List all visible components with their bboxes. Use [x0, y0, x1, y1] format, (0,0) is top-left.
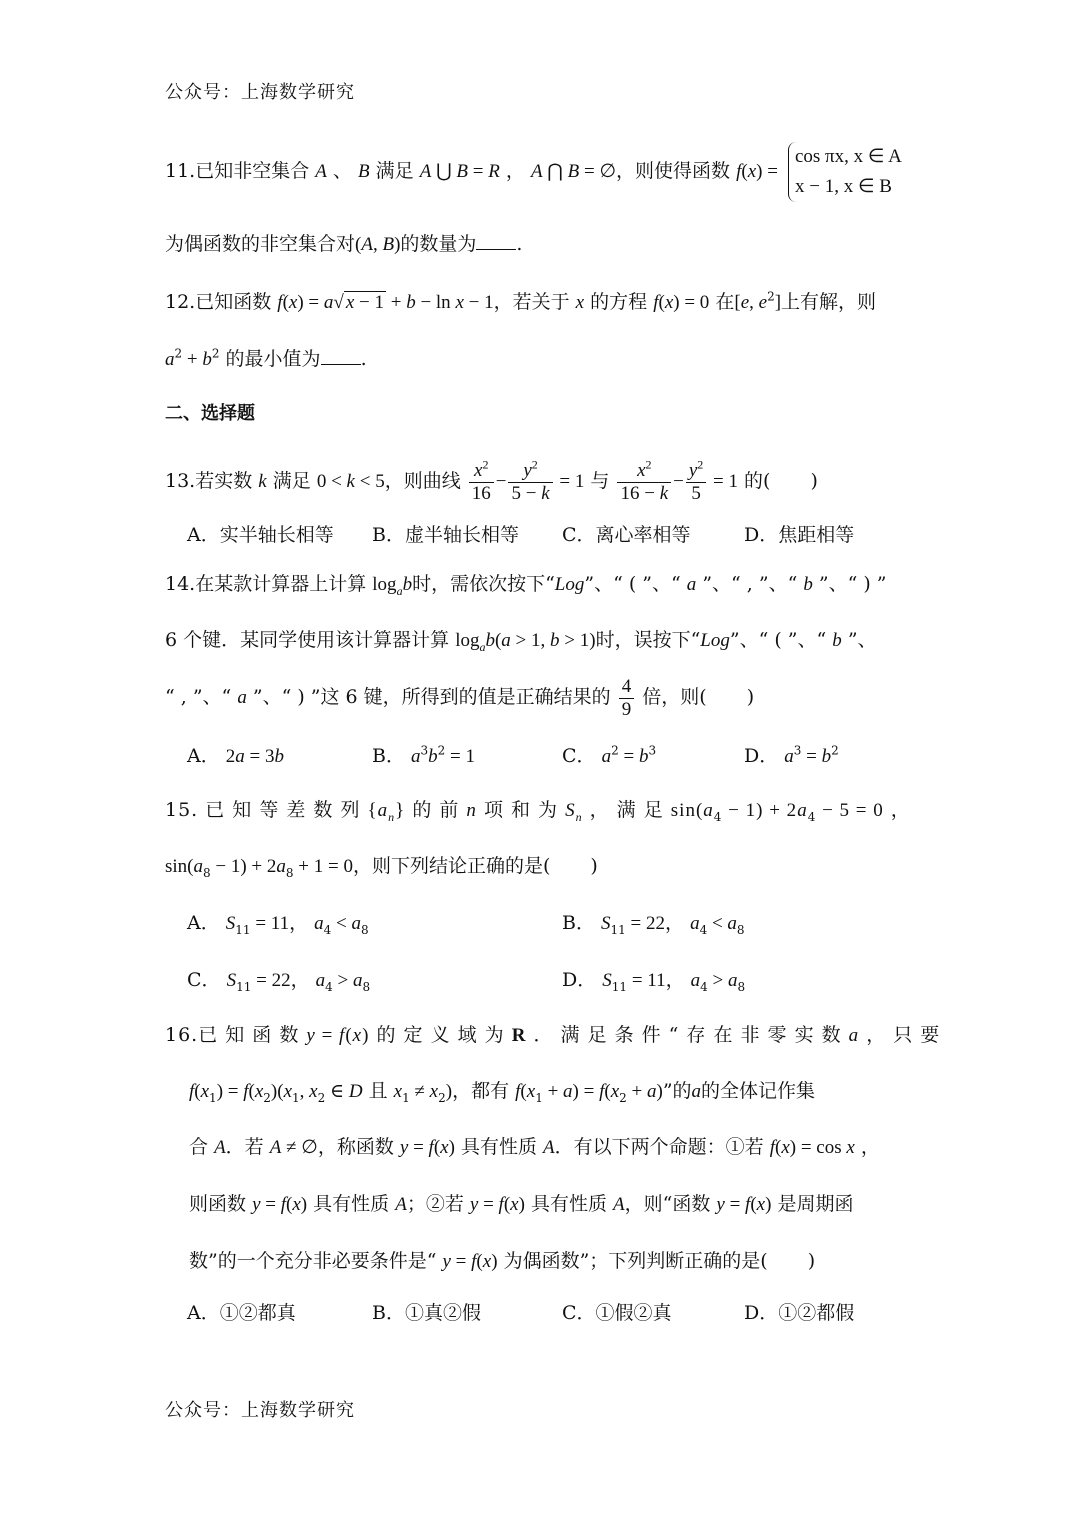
q16-line2: $f(x_1) = f(x_2)(x_1$, $x_2$ ∈ D 且 $x_1 \ne x_2$)，都有 $f(x_1 + a) = f(x_2 + a)$”的a的全体记作集 [189, 1080, 816, 1105]
q16-number: 16. [165, 1024, 199, 1046]
q14-line2: 6 个键．某同学使用该计算器计算 $\log_ab(a > 1$, b > 1)时，误按下“Log”、“ ( ”、“ b ”、 [165, 629, 877, 654]
q16-text: 已 知 函 数 [198, 1024, 300, 1046]
section-title: 二、选择题 [165, 403, 255, 424]
q12-text: 上有解，则 [781, 291, 877, 313]
q11-line2: 为偶函数的非空集合对(A, B)的数量为 . [165, 233, 523, 255]
q16-text: ，则“函数 [624, 1193, 711, 1215]
q13-text: 与 [590, 470, 610, 492]
q16-line1: 16.已 知 函 数 y = f(x) 的 定 义 域 为 R ． 满 足 条 件 “ 存 在 非 零 实 数 a ， 只 要 [165, 1024, 941, 1046]
q15-number: 15. [165, 799, 199, 821]
q14-frac-den: 9 [621, 698, 632, 720]
q12-line1: 12.已知函数 f(x) = a√ x − 1 + b − ln x − 1，若关于 x 的方程 f(x) = 0 在[e, $e^2$]上有解，则 [165, 289, 877, 313]
q14-text: 在某款计算器上计算 [195, 573, 367, 595]
q15-option-a-label: A． [187, 912, 220, 934]
q13-option-c[interactable]: C．离心率相等 [562, 524, 691, 546]
q13-text: 若实数 [195, 470, 253, 492]
q14-option-b-label: B． [372, 745, 405, 767]
q12-end: . [360, 348, 367, 370]
q15-option-d-label: D． [562, 969, 597, 991]
q15-text: ，则下列结论正确的是( [352, 855, 551, 877]
q11-text: 满足 [375, 160, 414, 182]
q14-key-log: Log [554, 574, 585, 595]
page-header: 公众号：上海数学研究 [165, 82, 355, 103]
q12-line2: $a^2 + b^2$ 的最小值为 . [165, 346, 367, 370]
q14-option-d[interactable]: D． $a^3 = b^2$ [744, 743, 839, 767]
q15-text: 的 前 [412, 799, 460, 821]
q14-text: ”、“ , ”、“ [702, 573, 798, 595]
q13-options [187, 520, 927, 550]
q14-option-c-label: C． [562, 745, 596, 767]
q12-number: 12. [165, 291, 196, 313]
q11-text: 为偶函数的非空集合对 [165, 233, 356, 255]
q14-text: 时，误按下“ [595, 629, 701, 651]
q15-option-b[interactable]: B． $S_{11} = 22$， $a_4 < a_8$ [562, 912, 745, 937]
q14-text: ”、“ ) ” [818, 573, 887, 595]
q16-text: ，都有 [452, 1080, 510, 1102]
q16-text: 为偶函数”；下列判断正确的是( [503, 1250, 768, 1272]
q16-line4: 则函数 y = f(x) 具有性质 A；②若 y = f(x) 具有性质 A，则“函数 y = f(x) 是周期函 [189, 1193, 854, 1215]
q16-text: ． 满 足 条 件 “ 存 在 非 零 实 数 [533, 1024, 842, 1046]
q14-frac-num: 4 [619, 676, 635, 699]
q14-option-c[interactable]: C． $a^2 = b^3$ [562, 743, 657, 767]
q16-text: 具有性质 [313, 1193, 390, 1215]
q11-case2: x − 1, x ∈ B [794, 176, 892, 197]
q16-text: ．有以下两个命题：①若 [554, 1136, 764, 1158]
q14-text: 时，需依次按下“ [412, 573, 555, 595]
q16-text: ．若 [225, 1136, 264, 1158]
q14-option-a-label: A． [187, 745, 220, 767]
q11-end: . [516, 233, 523, 255]
q16-text: ) [807, 1250, 816, 1272]
page-footer: 公众号：上海数学研究 [165, 1400, 355, 1421]
q16-line3: 合 A．若 A ≠ ∅，称函数 y = f(x) 具有性质 A．有以下两个命题：①若 f(x) = cos x ， [189, 1136, 880, 1158]
q13-frac-2: $\frac{y^2}{5 - k}$ [508, 460, 552, 505]
q13-option-b[interactable]: B．虚半轴长相等 [372, 524, 519, 546]
q16-text: ；②若 [406, 1193, 464, 1215]
q14-text: ) [746, 686, 755, 708]
q16-text: 具有性质 [460, 1136, 537, 1158]
q15-text: 项 和 为 [483, 799, 559, 821]
q14-option-d-label: D． [744, 745, 779, 767]
q15-option-c-label: C． [187, 969, 221, 991]
q14-option-b[interactable]: B． $a^3b^2 = 1$ [372, 743, 476, 767]
q15-options-row2 [187, 965, 927, 995]
q13-option-a[interactable]: A．实半轴长相等 [187, 524, 334, 546]
q16-text: 的 定 义 域 为 [376, 1024, 505, 1046]
q11-text: 的数量为 [400, 233, 477, 255]
q14-line1: 14.在某款计算器上计算 $\log_ab$时，需依次按下“Log”、“ ( ”、“ a ”、“ , ”、“ b ”、“ ) ” [165, 573, 887, 598]
q11-piecewise [788, 142, 902, 202]
q14-number: 14. [165, 573, 196, 595]
q13-line1: 13.若实数 k 满足 0 < k < 5，则曲线 $\frac{x^2}{16}$ − $\frac{y^2}{5 - k}$ = 1 与 $\frac{x^2}{16 - k}$ − $\frac{y^2}{5}$ = 1 的( ) [165, 457, 818, 504]
q16-real-set: R [511, 1025, 527, 1046]
q11-case1: cos πx, x ∈ A [794, 146, 902, 167]
q16-text: ， 只 要 [866, 1024, 941, 1046]
q13-frac-4: $\frac{y^2}{5}$ [686, 460, 706, 505]
q13-text: ) [810, 470, 818, 492]
q16-option-b[interactable]: B．①真②假 [372, 1302, 481, 1324]
q16-text: 具有性质 [530, 1193, 607, 1215]
q14-options [187, 741, 927, 771]
q15-options-row1 [187, 908, 927, 938]
q16-options [187, 1298, 927, 1328]
q11-number: 11. [165, 160, 196, 182]
q14-text: ”、“ ) ”这 6 键，所得到的值是正确结果的 [252, 686, 611, 708]
q11-answer-blank [476, 233, 516, 250]
q12-text: 的最小值为 [225, 348, 321, 370]
q13-frac-1: $\frac{x^2}{16}$ [469, 460, 494, 505]
q16-text: 则函数 [189, 1193, 247, 1215]
q11-text: 已知非空集合 [195, 160, 310, 182]
q16-line5: 数”的一个充分非必要条件是“ y = f(x) 为偶函数”；下列判断正确的是( ) [189, 1250, 816, 1272]
q13-text: 的( [744, 470, 771, 492]
q16-text: ”的 [662, 1080, 692, 1102]
q16-option-d[interactable]: D．①②都假 [744, 1302, 855, 1324]
q11-line1: 11.已知非空集合 A 、 B 满足 A ⋃ B = R ， A ⋂ B = ∅，则使得函数 f(x) = cos πx, x ∈ A x − 1, x ∈ B [165, 142, 902, 202]
q12-text: 已知函数 [195, 291, 272, 313]
q15-text: 已 知 等 差 数 列 [205, 799, 361, 821]
q16-text: 合 [189, 1136, 209, 1158]
q15-line2: $\sin(a_8 - 1) + 2a_8 + 1 = 0$，则下列结论正确的是( ) [165, 855, 598, 880]
q15-text: ， 满 足 [589, 799, 664, 821]
q15-option-b-label: B． [562, 912, 595, 934]
q16-text: 数”的一个充分非必要条件是“ [189, 1250, 437, 1272]
q13-frac-3: $\frac{x^2}{16 - k}$ [617, 460, 671, 505]
q13-text: 满足 [272, 470, 311, 492]
q13-text: ，则曲线 [384, 470, 461, 492]
q16-text: 的全体记作集 [701, 1080, 816, 1102]
q14-text: ”、“ ( ”、“ [729, 629, 827, 651]
q14-text: ”、 [847, 629, 877, 651]
q14-text: ”、“ ( ”、“ [584, 573, 681, 595]
q13-option-d[interactable]: D．焦距相等 [744, 524, 855, 546]
q11-text: ，则使得函数 [616, 160, 731, 182]
q14-line3: “ , ”、“ a ”、“ ) ”这 6 键，所得到的值是正确结果的 $\frac{4}{9}$ 倍，则( ) [165, 675, 755, 720]
q13-number: 13. [165, 470, 196, 492]
q16-option-c[interactable]: C．①假②真 [562, 1302, 672, 1324]
q12-text: 在 [715, 291, 735, 313]
q16-text: 是周期函 [777, 1193, 854, 1215]
q14-option-a[interactable]: A． 2a = 3b [187, 745, 284, 767]
q14-text: 6 个键．某同学使用该计算器计算 [165, 629, 450, 651]
q14-frac [619, 676, 635, 721]
q14-text: “ , ”、“ [165, 686, 232, 708]
q14-key-log: Log [700, 630, 730, 651]
q16-text: ，称函数 [317, 1136, 394, 1158]
q16-text: 且 [368, 1080, 388, 1102]
q12-text: ，若关于 [493, 291, 570, 313]
q15-option-c[interactable]: C． $S_{11} = 22$， $a_4 > a_8$ [187, 969, 371, 994]
q15-text: ) [590, 855, 598, 877]
q15-line1: 15. 已 知 等 差 数 列 $\{a_n\}$ 的 前 n 项 和 为 $S_n$ ， 满 足 $\sin(a_4 - 1) + 2a_4 - 5 = 0$ ， [165, 799, 911, 824]
q12-text: 的方程 [590, 291, 648, 313]
q12-answer-blank [321, 348, 361, 365]
q16-option-a[interactable]: A．①②都真 [187, 1302, 296, 1324]
q14-text: 倍，则( [642, 686, 707, 708]
q15-option-d[interactable]: D． $S_{11} = 11$， $a_4 > a_8$ [562, 969, 746, 994]
q15-option-a[interactable]: A． $S_{11} = 11$， $a_4 < a_8$ [187, 912, 369, 937]
